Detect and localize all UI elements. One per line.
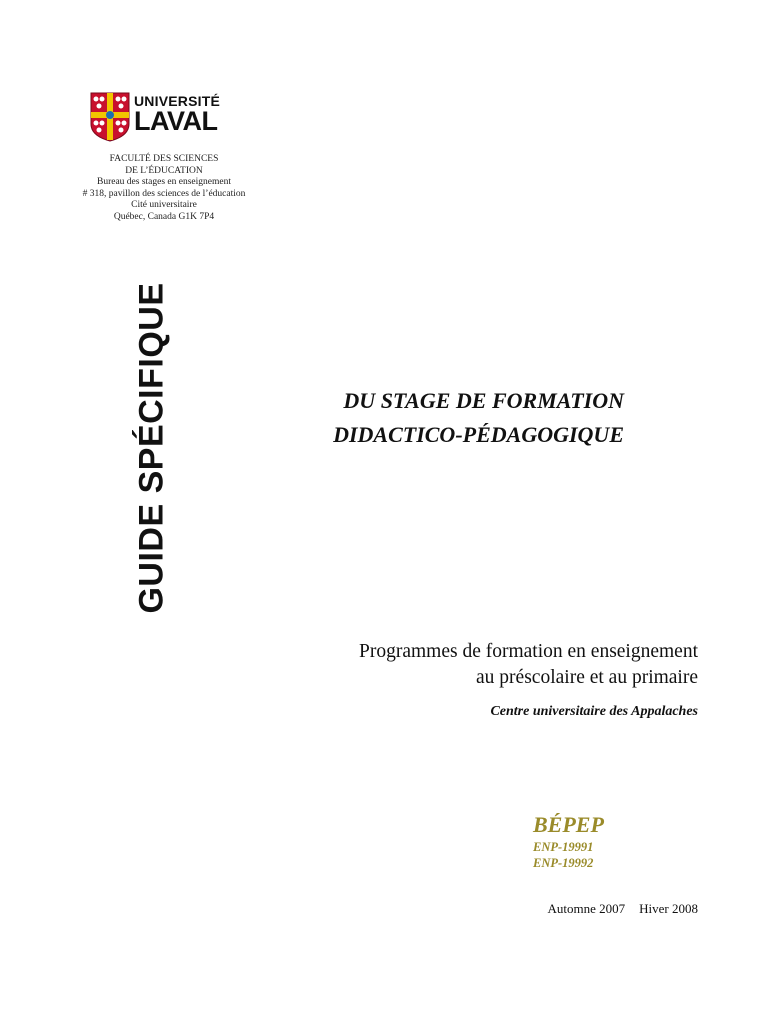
programmes-subtitle bbox=[359, 639, 698, 691]
program-code-bepep: BÉPEP bbox=[533, 812, 604, 837]
address-line: Bureau des stages en enseignement bbox=[96, 177, 231, 187]
centre-name: Centre universitaire des Appalaches bbox=[490, 704, 698, 719]
guide-vertical-title: GUIDE SPÉCIFIQUE bbox=[132, 282, 171, 614]
course-code-1: ENP-19991 bbox=[533, 840, 594, 854]
term-winter: Hiver 2008 bbox=[639, 901, 698, 916]
laval-wordmark bbox=[134, 94, 220, 135]
term-autumn: Automne 2007 bbox=[547, 901, 626, 916]
address-line: DE L’ÉDUCATION bbox=[125, 165, 203, 176]
stage-title bbox=[333, 384, 624, 452]
address-line: FACULTÉ DES SCIENCES bbox=[109, 154, 219, 164]
faculty-address bbox=[64, 154, 264, 223]
program-codes bbox=[533, 811, 604, 871]
universite-laval-logo bbox=[90, 92, 240, 142]
laval-shield-icon bbox=[90, 92, 130, 142]
stage-title-line-2: DIDACTICO-PÉDAGOGIQUE bbox=[333, 422, 624, 447]
address-line: Québec, Canada G1K 7P4 bbox=[113, 211, 215, 222]
address-line: Cité universitaire bbox=[131, 200, 197, 210]
course-code-2: ENP-19992 bbox=[533, 856, 594, 870]
programmes-line-1: Programmes de formation en enseignement bbox=[359, 641, 698, 662]
address-line: # 318, pavillon des sciences de l’éducation bbox=[82, 188, 246, 199]
logo-line-universite: UNIVERSITÉ bbox=[134, 93, 221, 109]
session-terms bbox=[548, 901, 699, 917]
programmes-line-2: au préscolaire et au primaire bbox=[476, 667, 698, 688]
stage-title-line-1: DU STAGE DE FORMATION bbox=[343, 388, 624, 413]
logo-line-laval: LAVAL bbox=[134, 106, 218, 136]
